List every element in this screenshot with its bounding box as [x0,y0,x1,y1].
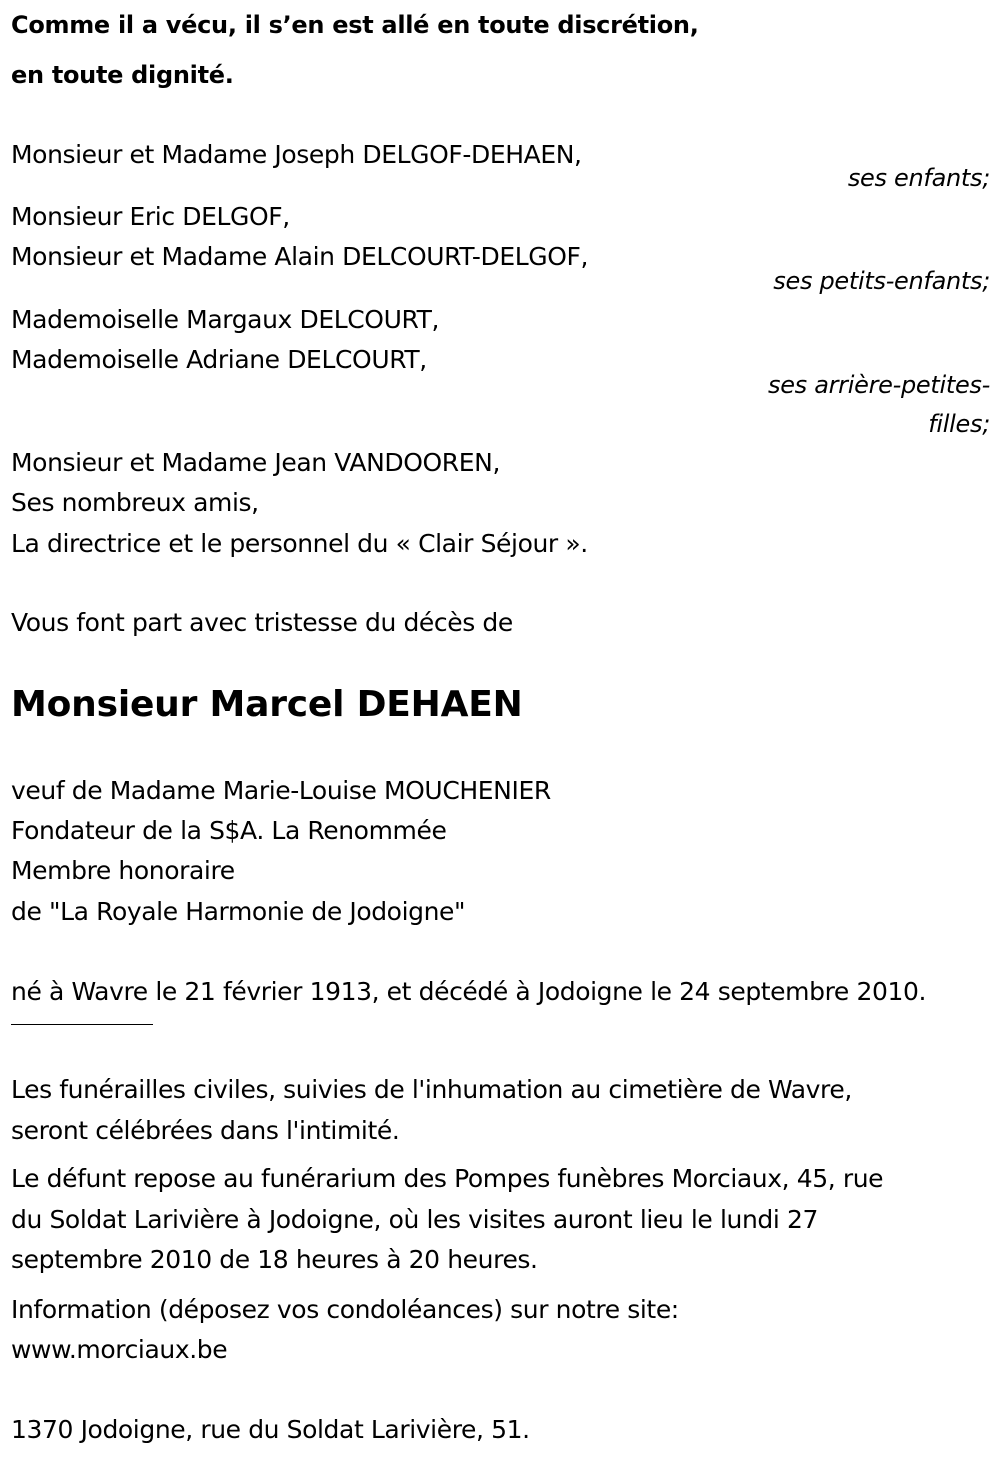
ceremony-line-2: seront célébrées dans l'intimité. [11,1116,400,1145]
detail-line-3: Membre honoraire [11,856,235,885]
great-grandchildren-role-line-2: filles; [928,410,990,438]
separator-rule [11,1024,153,1025]
grandchild-line-1: Monsieur Eric DELGOF, [11,202,290,231]
ceremony-line-1: Les funérailles civiles, suivies de l'inhumation au cimetière de Wavre, [11,1075,852,1104]
detail-line-1: veuf de Madame Marie-Louise MOUCHENIER [11,776,551,805]
great-grandchild-line-2: Mademoiselle Adriane DELCOURT, [11,345,427,374]
visits-line-2: du Soldat Larivière à Jodoigne, où les visites auront lieu le lundi 27 [11,1205,818,1234]
grandchildren-role: ses petits-enfants; [773,267,990,295]
visits-line-1: Le défunt repose au funérarium des Pompes funèbres Morciaux, 45, rue [11,1164,884,1193]
great-grandchildren-role-line-1: ses arrière-petites- [768,371,990,399]
children-role: ses enfants; [847,164,990,192]
info-line: Information (déposez vos condoléances) sur notre site: [11,1295,679,1324]
deceased-name: Monsieur Marcel DEHAEN [11,684,523,725]
address-line: 1370 Jodoigne, rue du Soldat Larivière, 51. [11,1415,530,1444]
others-line-2: Ses nombreux amis, [11,488,259,517]
intro-line-2: en toute dignité. [11,61,234,89]
grandchild-line-2: Monsieur et Madame Alain DELCOURT-DELGOF, [11,242,589,271]
children-line: Monsieur et Madame Joseph DELGOF-DEHAEN, [11,140,582,169]
great-grandchild-line-1: Mademoiselle Margaux DELCOURT, [11,305,440,334]
birth-death-line: né à Wavre le 21 février 1913, et décédé à Jodoigne le 24 septembre 2010. [11,977,927,1006]
detail-line-2: Fondateur de la S$A. La Renommée [11,816,447,845]
others-line-1: Monsieur et Madame Jean VANDOOREN, [11,448,501,477]
others-line-3: La directrice et le personnel du « Clair Séjour ». [11,529,588,558]
visits-line-3: septembre 2010 de 18 heures à 20 heures. [11,1245,538,1274]
detail-line-4: de "La Royale Harmonie de Jodoigne" [11,897,466,926]
website-link[interactable]: www.morciaux.be [11,1335,228,1364]
intro-line-1: Comme il a vécu, il s’en est allé en toute discrétion, [11,11,699,39]
announcement-line: Vous font part avec tristesse du décès de [11,608,513,637]
